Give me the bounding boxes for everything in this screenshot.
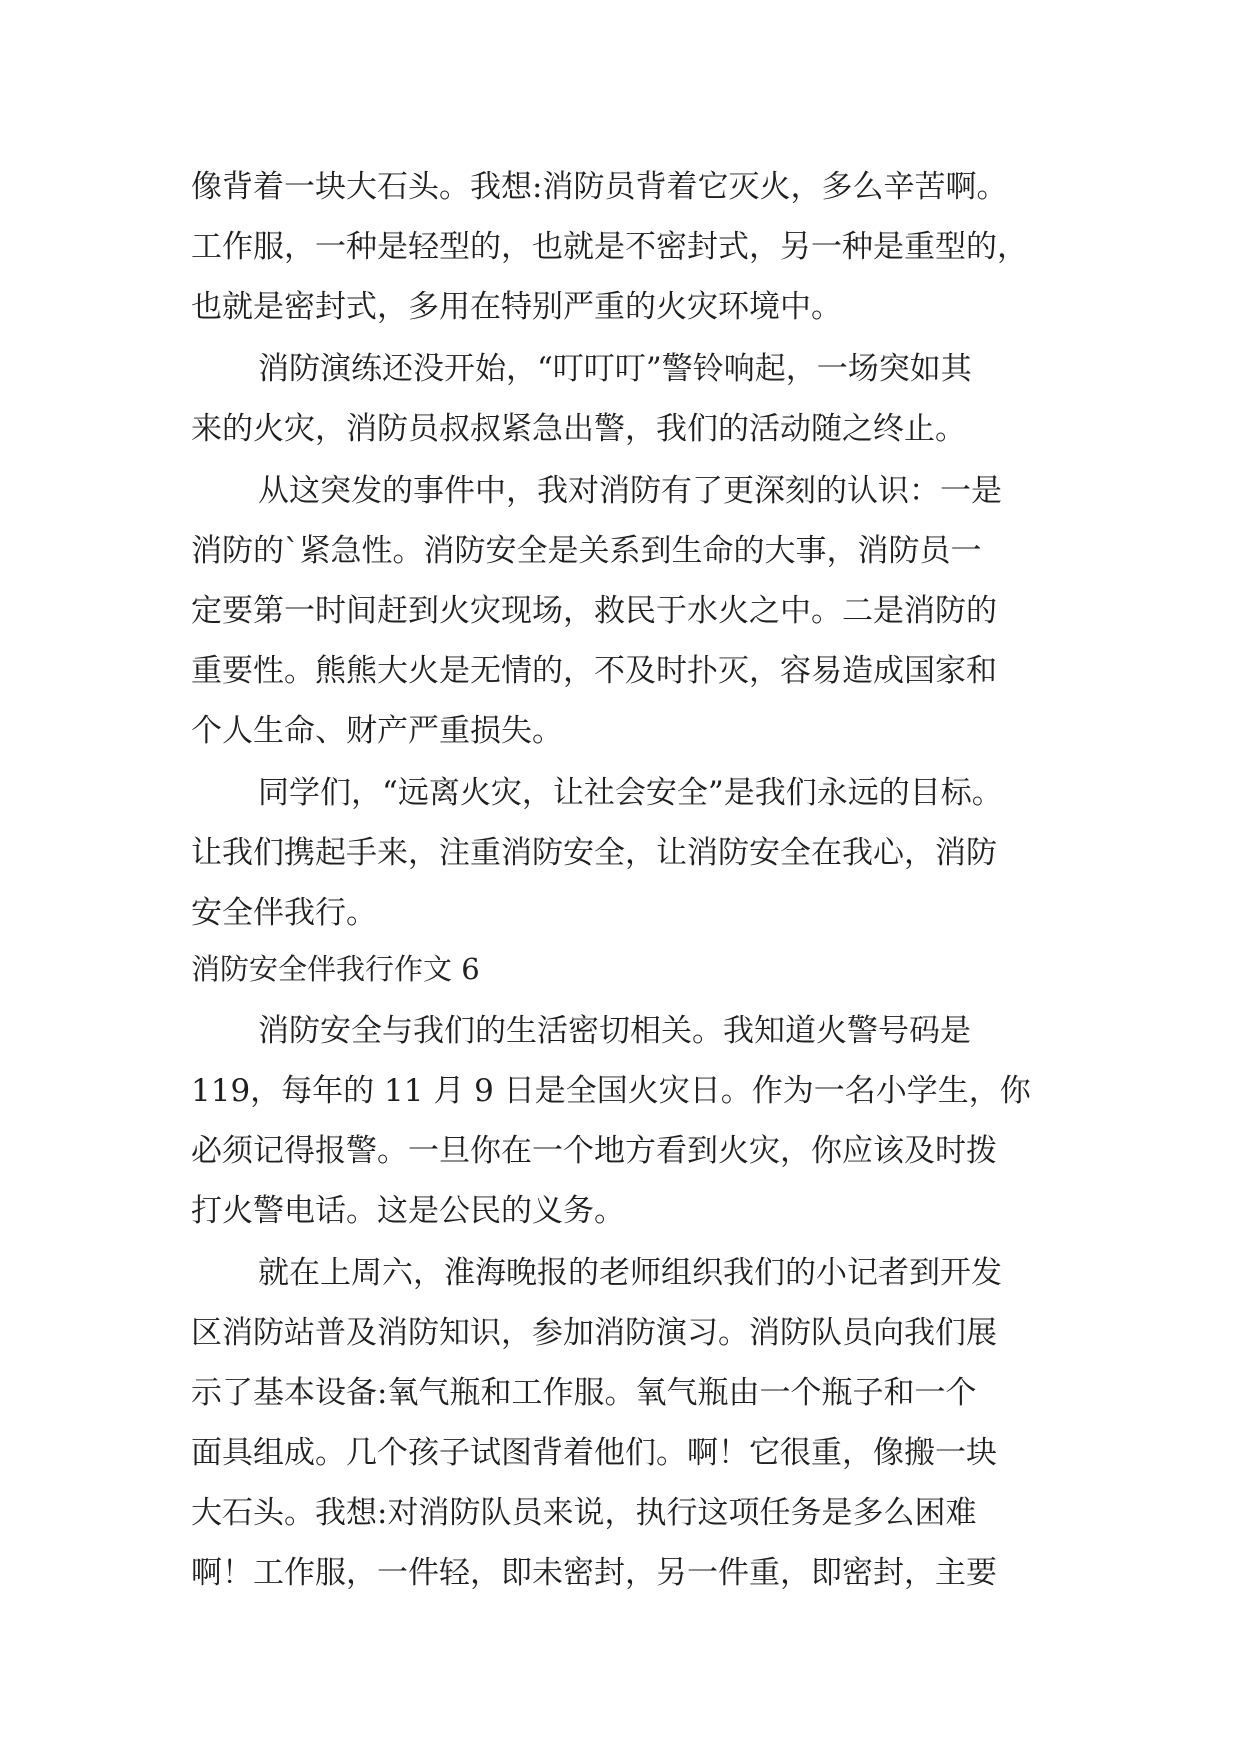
text-line: 个人生命、财产严重损失。 (191, 713, 563, 749)
text-line: 区消防站普及消防知识，参加消防演习。消防队员向我们展 (191, 1315, 997, 1351)
paragraph-first-line: 从这突发的事件中，我对消防有了更深刻的认识：一是 (258, 473, 1002, 509)
text-line: 面具组成。几个孩子试图背着他们。啊！它很重，像搬一块 (191, 1435, 997, 1471)
text-line: 也就是密封式，多用在特别严重的火灾环境中。 (191, 289, 842, 325)
paragraph-first-line: 同学们，“远离火灾，让社会安全”是我们永远的目标。 (258, 775, 1003, 811)
text-line: 打火警电话。这是公民的义务。 (191, 1193, 625, 1229)
paragraph-first-line: 消防演练还没开始，“叮叮叮”警铃响起，一场突如其 (258, 351, 972, 387)
text-line: 大石头。我想:对消防队员来说，执行这项任务是多么困难 (191, 1495, 977, 1531)
section-heading: 消防安全伴我行作文 6 (191, 952, 480, 986)
text-line: 像背着一块大石头。我想:消防员背着它灭火，多么辛苦啊。 (191, 169, 1008, 205)
text-line: 啊！工作服，一件轻，即未密封，另一件重，即密封，主要 (191, 1555, 997, 1591)
text-line: 定要第一时间赶到火灾现场，救民于水火之中。二是消防的 (191, 593, 997, 629)
text-line: 来的火灾，消防员叔叔紧急出警，我们的活动随之终止。 (191, 411, 966, 447)
paragraph-first-line: 消防安全与我们的生活密切相关。我知道火警号码是 (258, 1013, 971, 1049)
text-line: 重要性。熊熊大火是无情的，不及时扑灭，容易造成国家和 (191, 653, 997, 689)
text-line: 示了基本设备:氧气瓶和工作服。氧气瓶由一个瓶子和一个 (191, 1375, 977, 1411)
text-line: 消防的`紧急性。消防安全是关系到生命的大事，消防员一 (191, 533, 982, 569)
text-line: 让我们携起手来，注重消防安全，让消防安全在我心，消防 (191, 835, 997, 871)
text-line: 必须记得报警。一旦你在一个地方看到火灾，你应该及时拨 (191, 1133, 997, 1169)
text-line: 119，每年的 11 月 9 日是全国火灾日。作为一名小学生，你 (191, 1073, 1031, 1109)
text-line: 安全伴我行。 (191, 895, 377, 931)
paragraph-first-line: 就在上周六，淮海晚报的老师组织我们的小记者到开发 (258, 1255, 1002, 1291)
text-line: 工作服，一种是轻型的，也就是不密封式，另一种是重型的， (191, 229, 1028, 265)
